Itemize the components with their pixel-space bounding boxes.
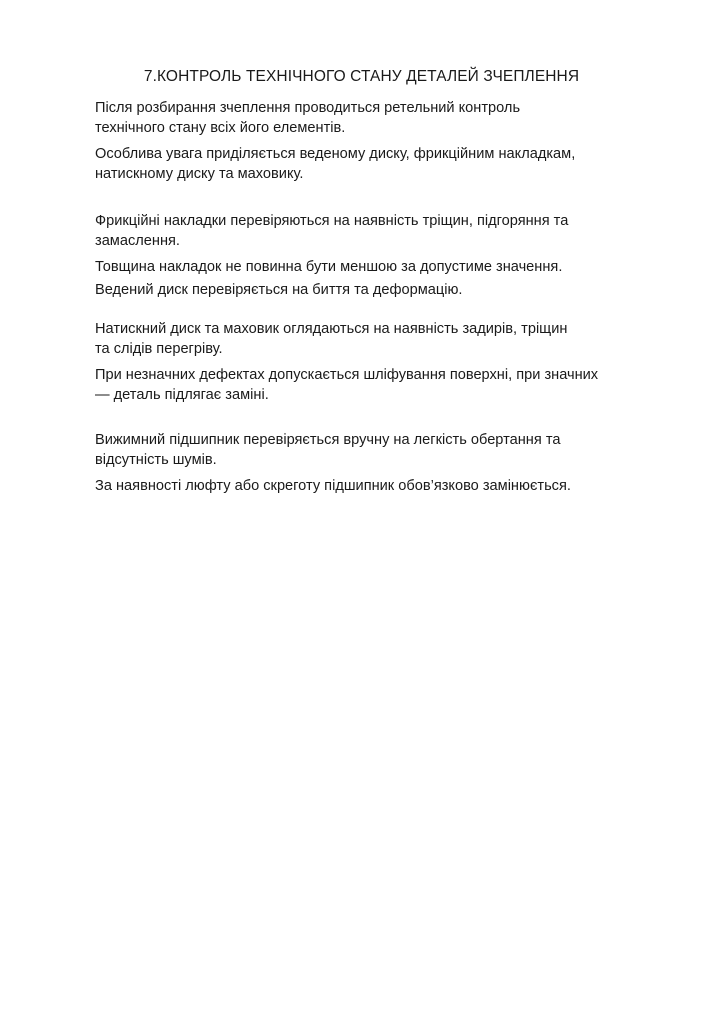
paragraph-release-bearing: Вижимний підшипник перевіряється вручну на легкість обертання та відсутність шумів. [95, 432, 561, 468]
paragraph-special-attention: Особлива увага приділяється веденому диску, фрикційним накладкам, натискному диску та маховику. [95, 146, 576, 182]
paragraph-pressure-plate-flywheel: Натискний диск та маховик оглядаються на наявність задирів, тріщин та слідів перегріву. [95, 321, 568, 357]
paragraph-friction-linings: Фрикційні накладки перевіряються на наявність тріщин, підгоряння та замаслення. [95, 213, 569, 249]
paragraph-bearing-replacement: За наявності люфту або скреготу підшипник обов’язково замінюється. [95, 478, 571, 494]
page-title: 7.КОНТРОЛЬ ТЕХНІЧНОГО СТАНУ ДЕТАЛЕЙ ЗЧЕПЛЕННЯ [143, 68, 580, 85]
paragraph-lining-thickness: Товщина накладок не повинна бути меншою за допустиме значення. [95, 259, 563, 275]
paragraph-driven-disc-check: Ведений диск перевіряється на биття та деформацію. [95, 282, 463, 298]
paragraph-disassembly-inspection: Після розбирання зчеплення проводиться ретельний контроль технічного стану всіх його елементів. [95, 100, 521, 136]
paragraph-minor-defects: При незначних дефектах допускається шліфування поверхні, при значних — деталь підлягає заміні. [95, 367, 599, 403]
